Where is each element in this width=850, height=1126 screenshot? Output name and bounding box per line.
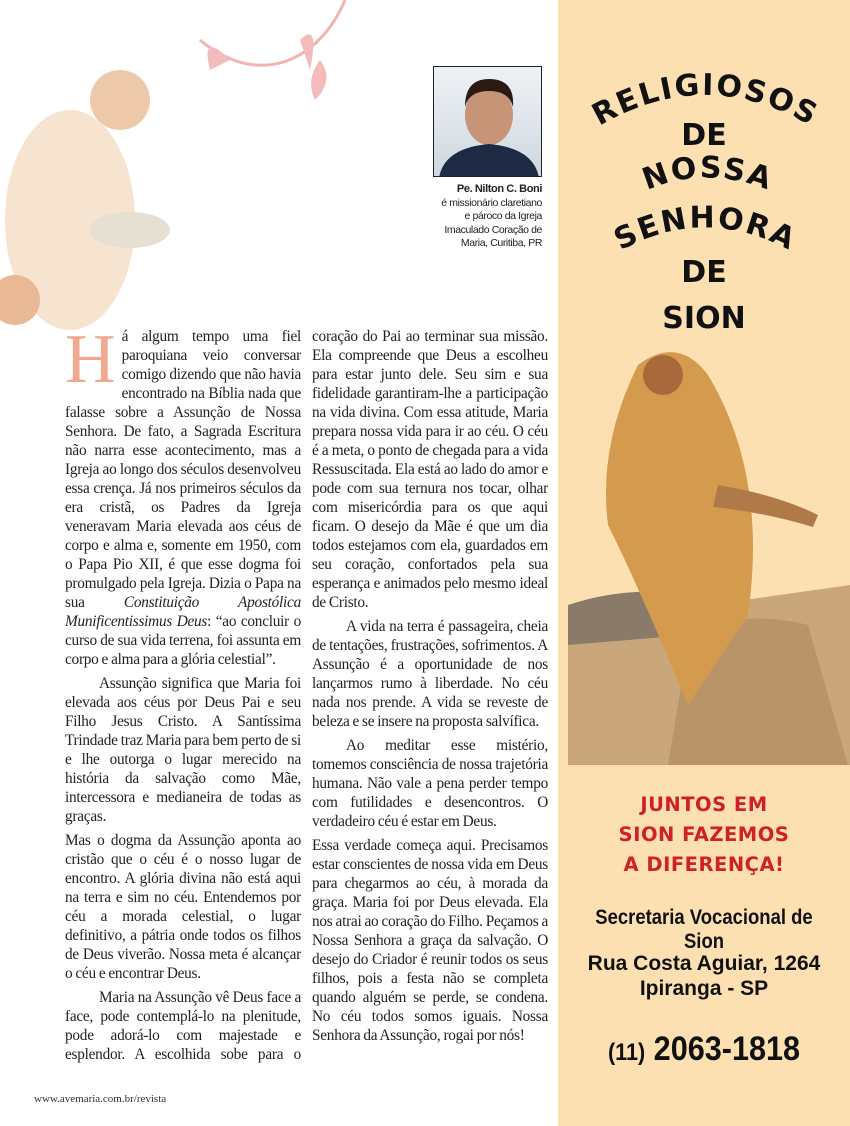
article-column-2 xyxy=(312,327,548,1050)
author-photo xyxy=(433,66,542,177)
ad-title-line: DE xyxy=(681,255,727,290)
author-name: Pe. Nilton C. Boni xyxy=(456,183,542,195)
author-bio-line: e pároco da Igreja xyxy=(464,210,542,222)
ad-title-line: RELIGIOSOS xyxy=(586,67,825,134)
article-paragraph: Maria na Assunção vê Deus face a face, pode contemplá-lo na plenitude, pode adorá-lo com majestade e esplendor. A escolhida sobe para o xyxy=(65,989,301,1063)
author-bio-line: Maria, Curitiba, PR xyxy=(460,237,542,249)
ad-title-line: SION xyxy=(662,301,746,336)
phone-digits: 2063-1818 xyxy=(653,1030,801,1068)
article-paragraph xyxy=(65,321,302,669)
phone-area-code: (11) xyxy=(607,1039,646,1066)
ad-title-line: DE xyxy=(681,118,727,153)
slogan-line: SION FAZEMOS xyxy=(618,823,790,846)
office-name: Secretaria Vocacional de Sion xyxy=(595,906,813,953)
paragraph-text: : “ao concluir o curso de sua vida terrena, foi assunta em corpo e alma para a glória celestial”. xyxy=(65,613,302,668)
sower-illustration xyxy=(568,345,850,765)
ad-title-line: SENHORA xyxy=(608,200,803,258)
ad-slogan xyxy=(558,790,850,880)
article-paragraph: Essa verdade começa aqui. Precisamos estar conscientes de nossa vida em Deus para chegarmos ao céu, à morada da graça. Maria foi por Deus elevada. Ela nos atrai ao coração do Filho. Peçamos a Nossa Senhora a graça da salvação. O desejo do Criador é reunir todos os seus filhos, pois a festa não se completa quando alguém se perde, se condena. No céu todos somos iguais. Nossa Senhora da Assunção, rogai por nós! xyxy=(312,837,548,1044)
article-paragraph: A vida na terra é passageira, cheia de tentações, frustrações, sofrimentos. A Assunção é a oportunidade de nos lançarmos rumo à liberdade. No céu nada nos prende. A vida se reveste de beleza e se insere na proposta salvífica. xyxy=(312,618,548,730)
slogan-line: JUNTOS EM xyxy=(640,793,768,816)
author-caption xyxy=(420,183,542,251)
angels-floral-decoration xyxy=(0,0,360,340)
slogan-line: A DIFERENÇA! xyxy=(623,853,785,876)
advertisement-panel xyxy=(558,0,850,1126)
ad-title-line: NOSSA xyxy=(637,150,778,198)
phone-number xyxy=(573,1030,836,1069)
author-bio-line: Imaculado Coração de xyxy=(444,223,542,236)
footer-url: www.avemaria.com.br/revista xyxy=(34,1093,167,1105)
article-paragraph: Ao meditar esse mistério, tomemos consciência de nossa trajetória humana. Não vale a pena perder tempo com futilidades e desencontros. O verdadeiro céu é estar em Deus. xyxy=(312,737,548,830)
paragraph-text: á algum tempo uma fiel paroquiana veio conversar comigo dizendo que não havia encontrado na Bíblia nada que falasse sobre a Assunção de Nossa Senhora. De fato, a Sagrada Escritura não narra esse acontecimento, mas a Igreja ao longo dos séculos desenvolveu essa crença. Já nos primeiros séculos da era cristã, os Padres da Igreja veneravam Maria elevada aos céus de corpo e alma e, somente em 1950, com o Papa Pio XII, é que esse dogma foi promulgado pela Igreja. Dizia o Papa na sua xyxy=(65,328,301,611)
article-column-1 xyxy=(65,321,302,1069)
article-paragraph: Mas o dogma da Assunção aponta ao cristão que o céu é o nosso lugar de encontro. A glória divina não está aqui na terra e sim no céu. Entendemos por céu a morada celestial, o lugar definitivo, a pátria onde todos os filhos de Deus viverão. Nossa meta é alcançar o céu e encontrar Deus. xyxy=(65,832,301,982)
ad-title xyxy=(558,60,850,340)
address-street: Rua Costa Aguiar, 1264 xyxy=(587,952,821,975)
document-title-italic: Constituição Apostólica Munificentissimus Deus xyxy=(65,594,301,630)
article-paragraph: coração do Pai ao terminar sua missão. Ela compreende que Deus a escolheu para estar junto dele. Seu sim e sua fidelidade garantiram-lhe a participação na vida divina. Com essa atitude, Maria prepara nossa vida para ir ao céu. O céu é a meta, o ponto de chegada para a vida Ressuscitada. Ela está ao lado do amor e pode com sua ternura nos tocar, olhar com misericórdia para os que aqui ficam. O desejo da Mãe é que um dia todos estejamos com ela, guardados em seu coração, confortados pela sua esperança e animados pelo mesmo ideal de Cristo. xyxy=(312,328,548,611)
address-district: Ipiranga - SP xyxy=(639,977,769,1000)
article-paragraph: Assunção significa que Maria foi elevada aos céus por Deus Pai e seu Filho Jesus Cristo. A Santíssima Trindade traz Maria para bem perto de si e lhe outorga o lugar merecido na história da salvação como Mãe, intercessora e medianeira de todas as graças. xyxy=(65,675,301,825)
address xyxy=(558,951,850,1001)
svg-text:SENHORA xyxy=(609,200,802,257)
author-bio-line: é missionário claretiano xyxy=(441,196,542,209)
drop-cap: H xyxy=(65,321,116,398)
svg-text:NOSSA xyxy=(638,150,778,197)
